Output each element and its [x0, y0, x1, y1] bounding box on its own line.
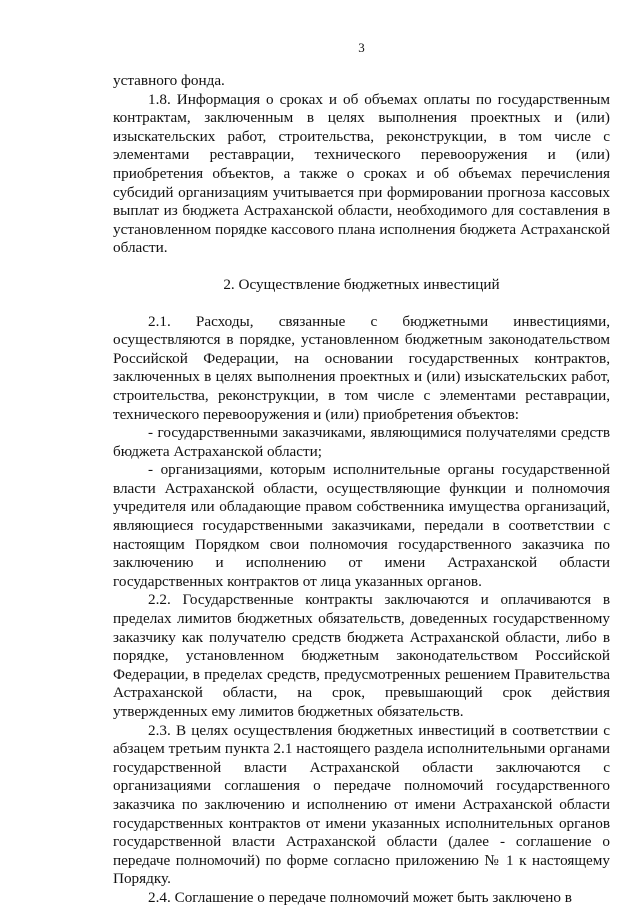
section-heading: 2. Осуществление бюджетных инвестиций [223, 275, 500, 293]
paragraph-continuation: уставного фонда. [113, 72, 225, 89]
paragraph-2-3: 2.3. В целях осуществления бюджетных инвестиций в соответствии с абзацем третьим пункта 2.1 настоящего раздела исполнительными органами государственной власти Астраханской области заключаются с организациями соглашения о передаче полномочий государственного заказчика по заключению и исполнению от имени Астраханской области государственных контрактов от имени указанных исполнительных органов государственной власти Астраханской области (далее - соглашение о передаче полномочий) по форме согласно приложению № 1 к настоящему Порядку. [113, 721, 610, 888]
paragraph-2-4: 2.4. Соглашение о передаче полномочий может быть заключено в [148, 888, 572, 906]
paragraph-2-1: 2.1. Расходы, связанные с бюджетными инвестициями, осуществляются в порядке, установленном бюджетным законодательством Российской Федерации, на основании государственных контрактов, заключенных в целях выполнения проектных и (или) изыскательских работ, строительства, реконструкции, в том числе с элементами реставрации, технического перевооружения и (или) приобретения объектов: [113, 312, 610, 423]
list-item-organizations: - организациями, которым исполнительные органы государственной власти Астраханской области, осуществляющие функции и полномочия учредителя или обладающие правом собственника имущества организаций, являющиеся государственными заказчиками, передали в соответствии с настоящим Порядком свои полномочия государственного заказчика по заключению и исполнению от имени Астраханской области государственных контрактов от лица указанных органов. [113, 461, 610, 590]
paragraph-2-2: 2.2. Государственные контракты заключаются и оплачиваются в пределах лимитов бюджетных обязательств, доведенных государственному заказчику как получателю средств бюджета Астраханской области, либо в порядке, установленном бюджетным законодательством Российской Федерации, в пределах средств, предусмотренных решением Правительства Астраханской области, на срок, превышающий срок действия утвержденных ему лимитов бюджетных обязательств. [113, 591, 610, 720]
paragraph-1-8: 1.8. Информация о сроках и об объемах оплаты по государственным контрактам, заключенным в целях выполнения проектных и (или) изыскательских работ, строительства, реконструкции, в том числе с элементами реставрации, технического перевооружения и (или) приобретения объектов, а также о сроках и об объемах перечисления субсидий организациям учитывается при формировании прогноза кассовых выплат из бюджета Астраханской области, необходимого для составления в установленном порядке кассового плана исполнения бюджета Астраханской области. [113, 90, 610, 257]
page-number: 3 [358, 40, 365, 55]
list-item-customers: - государственными заказчиками, являющимися получателями средств бюджета Астраханской области; [113, 424, 610, 460]
